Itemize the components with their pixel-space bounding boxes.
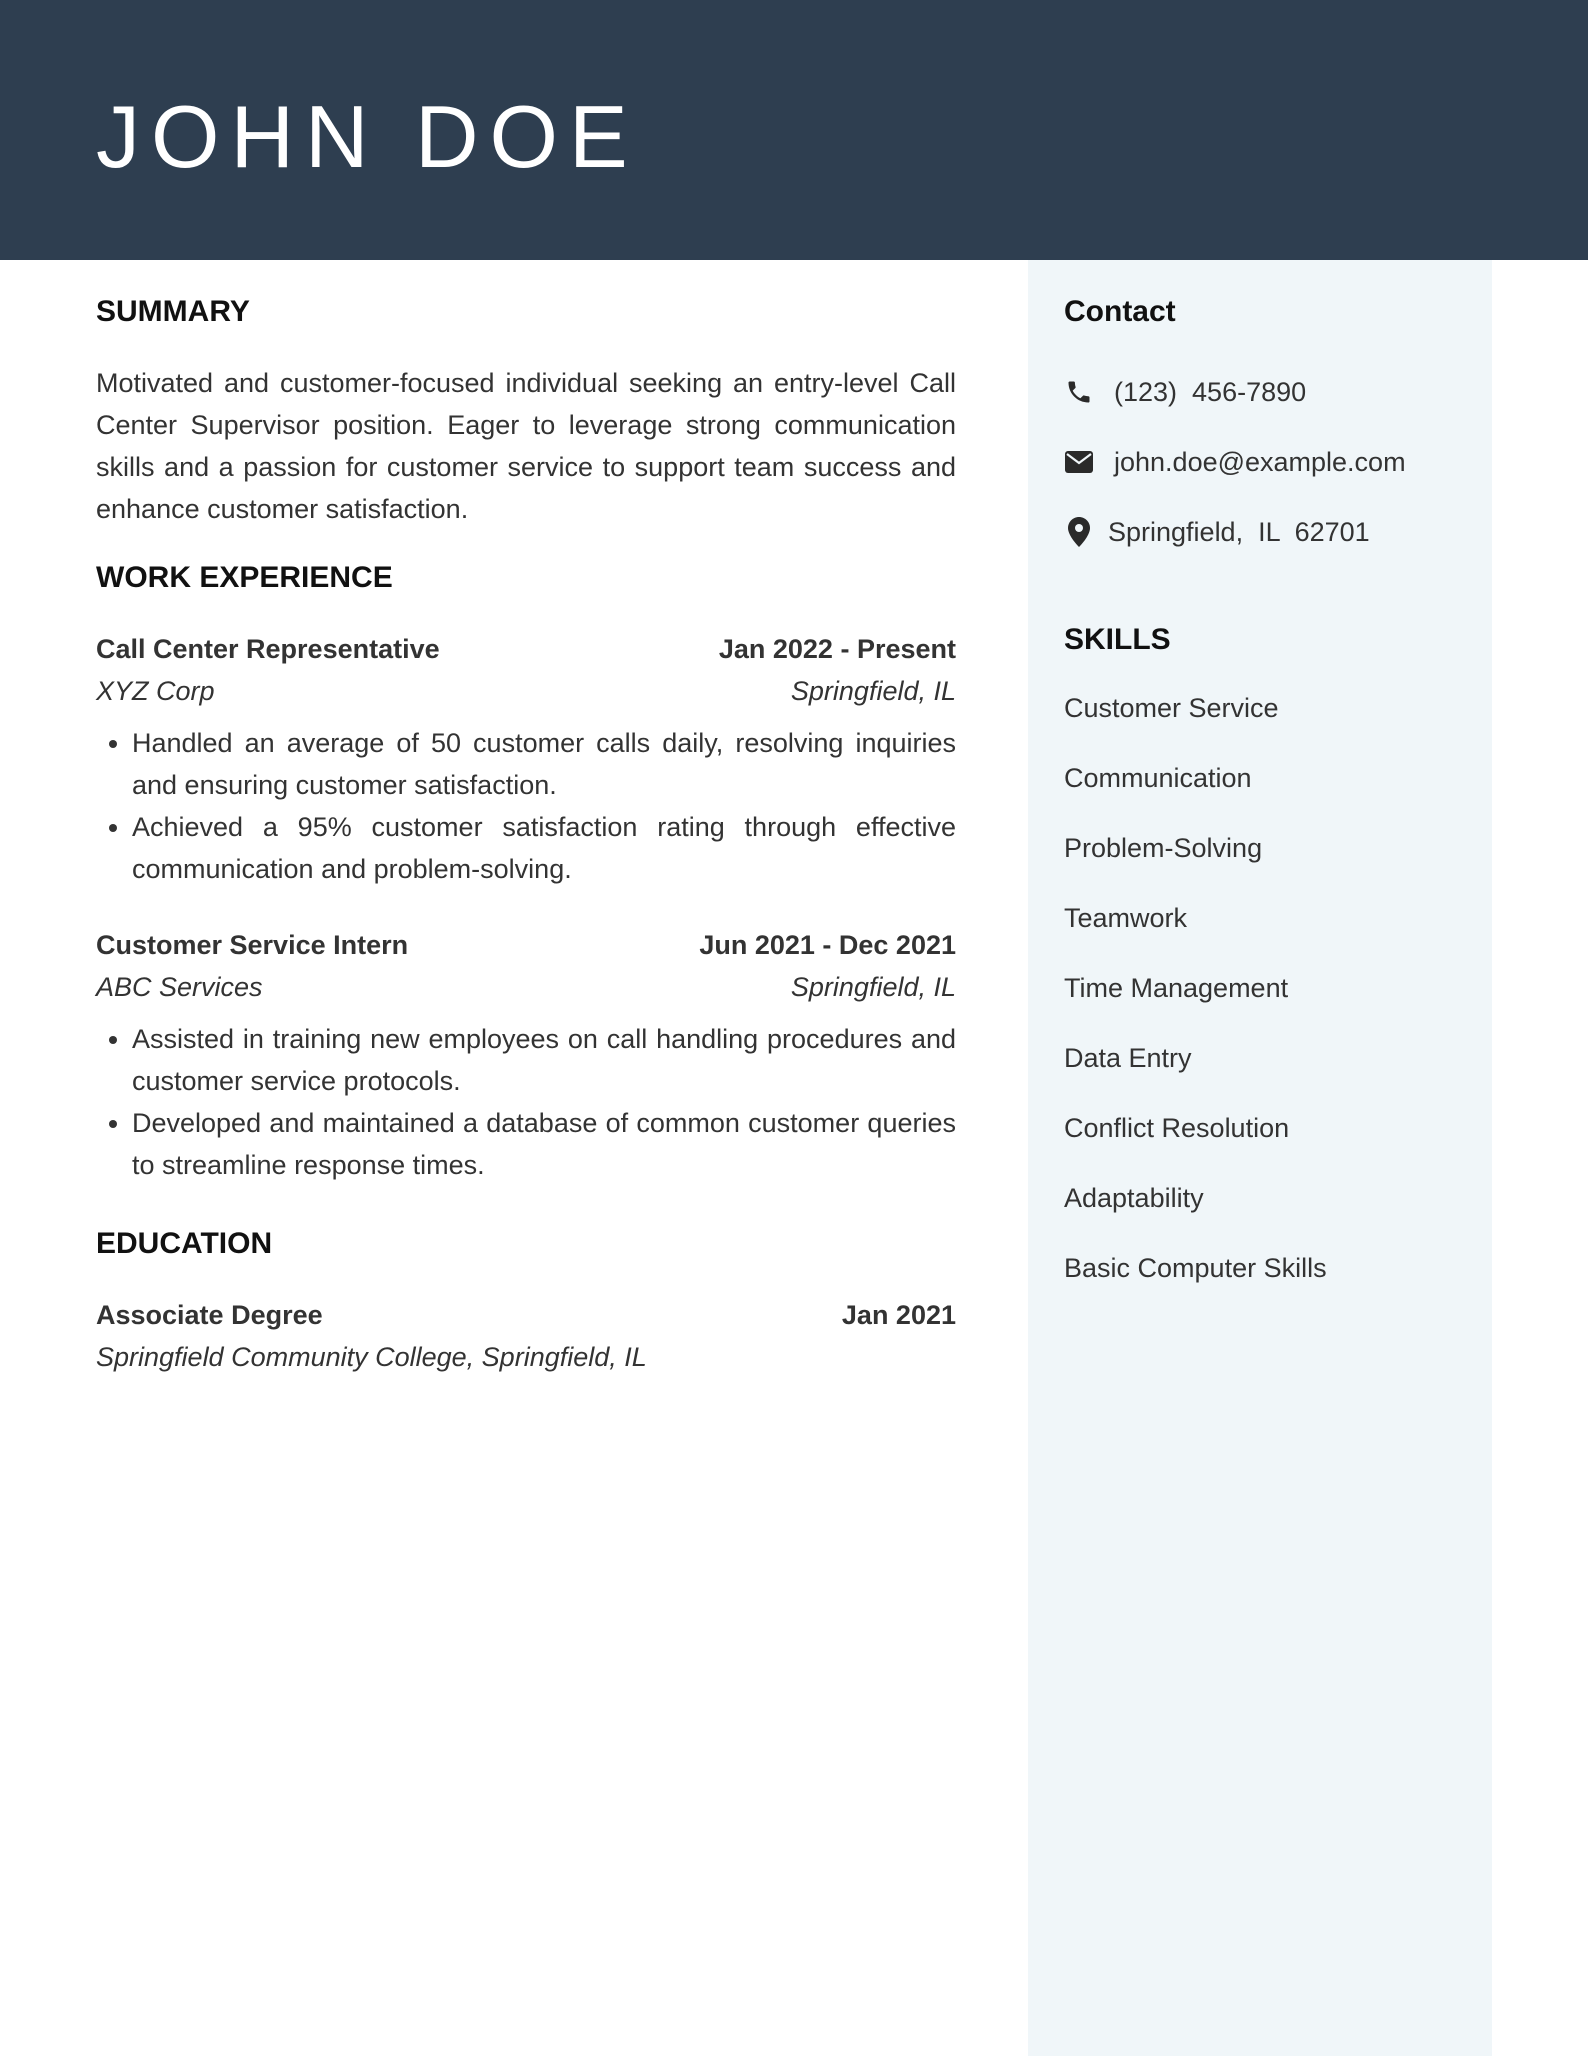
job-bullet: • Assisted in training new employees on call handling procedures and customer service protocols. <box>132 1018 956 1102</box>
job-company: ABC Services <box>96 972 263 1002</box>
summary-heading: SUMMARY <box>96 295 250 328</box>
phone-number: (123) 456-7890 <box>1114 377 1307 407</box>
job-role: Customer Service Intern <box>96 930 409 960</box>
map-pin-icon <box>1064 517 1094 547</box>
job-bullets <box>96 722 956 890</box>
address: Springfield, IL 62701 <box>1108 517 1370 547</box>
summary-text: Motivated and customer-focused individual seeking an entry-level Call Center Supervisor position. Eager to leverage strong communication skills and a passion for customer service to support team success and enhance customer satisfaction. <box>96 368 956 524</box>
sidebar <box>1028 260 1492 2056</box>
education-entry <box>96 1294 956 1378</box>
candidate-name: JOHN DOE <box>96 87 639 186</box>
job-dates: Jan 2022 - Present <box>718 634 956 664</box>
skills-heading: SKILLS <box>1064 623 1171 656</box>
contact-email <box>1064 444 1406 480</box>
skill-item: Basic Computer Skills <box>1064 1253 1327 1283</box>
skill-item: Time Management <box>1064 973 1289 1003</box>
skill-item: Data Entry <box>1064 1043 1192 1073</box>
job-location: Springfield, IL <box>790 972 956 1002</box>
job-bullet: • Handled an average of 50 customer calls daily, resolving inquiries and ensuring customer satisfaction. <box>132 722 956 806</box>
skill-item: Communication <box>1064 763 1252 793</box>
school: Springfield Community College, Springfield, IL <box>96 1342 647 1372</box>
job-location: Springfield, IL <box>790 676 956 706</box>
contact-address <box>1064 514 1370 550</box>
phone-icon <box>1064 377 1094 407</box>
skill-item: Teamwork <box>1064 903 1188 933</box>
job-company: XYZ Corp <box>96 676 215 706</box>
job-bullet: • Achieved a 95% customer satisfaction rating through effective communication and problem-solving. <box>132 806 956 890</box>
skill-item: Customer Service <box>1064 693 1279 723</box>
education-date: Jan 2021 <box>841 1300 956 1330</box>
work-experience-heading: WORK EXPERIENCE <box>96 561 393 594</box>
skill-item: Problem-Solving <box>1064 833 1263 863</box>
contact-heading: Contact <box>1064 295 1176 328</box>
contact-phone <box>1064 374 1306 410</box>
degree: Associate Degree <box>96 1300 323 1330</box>
job-bullets <box>96 1018 956 1186</box>
skills-list <box>1064 690 1327 1320</box>
job-role: Call Center Representative <box>96 634 440 664</box>
job-bullet: • Developed and maintained a database of common customer queries to streamline response times. <box>132 1102 956 1186</box>
skill-item: Adaptability <box>1064 1183 1204 1213</box>
skill-item: Conflict Resolution <box>1064 1113 1290 1143</box>
job-entry <box>96 924 956 1186</box>
education-heading: EDUCATION <box>96 1227 273 1260</box>
job-entry <box>96 628 956 890</box>
email-address: john.doe@example.com <box>1114 447 1406 477</box>
envelope-icon <box>1064 447 1094 477</box>
job-dates: Jun 2021 - Dec 2021 <box>699 930 956 960</box>
header-banner <box>0 0 1588 260</box>
